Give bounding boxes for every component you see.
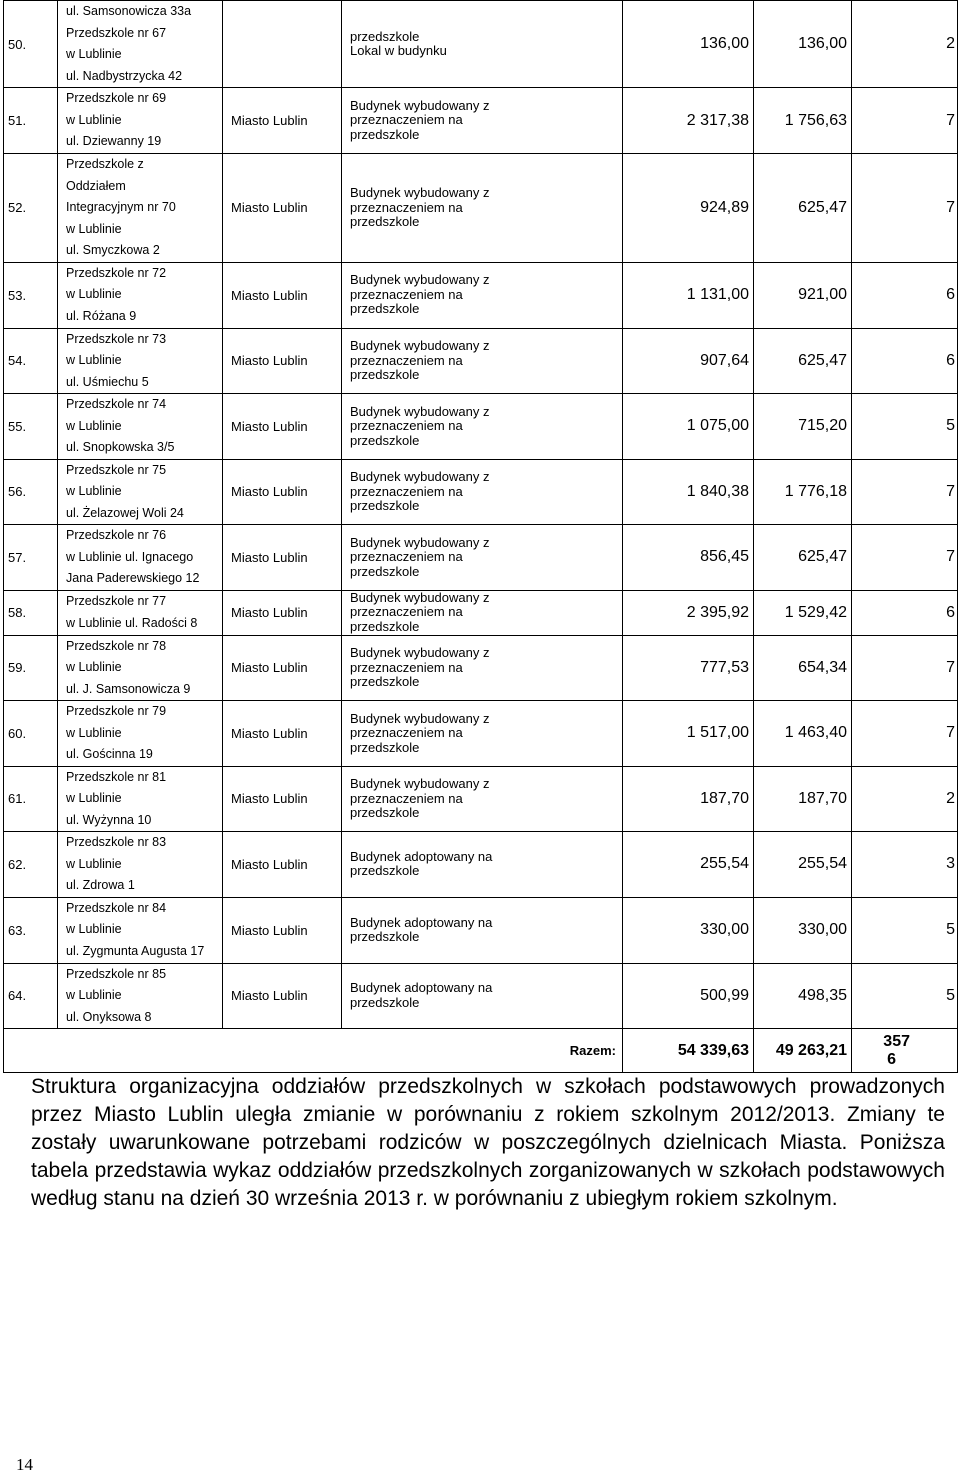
building-type xyxy=(342,766,623,832)
building-type-line: przedszkole xyxy=(350,498,420,513)
building-type-line: przedszkole xyxy=(350,739,420,755)
units-count: 7 xyxy=(852,459,958,525)
area-usable: 921,00 xyxy=(754,262,852,328)
building-type-line: przeznaczeniem na xyxy=(350,199,463,215)
units-count: 6 xyxy=(852,328,958,394)
building-type-line: przedszkole xyxy=(350,805,420,820)
institution-name-line: w Lublinie xyxy=(66,287,122,302)
building-type-line: przeznaczeniem na xyxy=(350,790,463,806)
building-type-line: przeznaczeniem na xyxy=(350,286,463,302)
institution-name-line: Przedszkole nr 78 xyxy=(66,638,167,653)
institution-name-line: w Lublinie xyxy=(66,791,122,805)
table-row xyxy=(4,328,958,394)
area-total: 1 517,00 xyxy=(623,701,754,767)
building-type-line: przedszkole xyxy=(350,126,420,142)
row-number: 63. xyxy=(4,897,58,963)
units-count: 7 xyxy=(852,635,958,701)
totals-label-value: Razem: xyxy=(569,1043,616,1058)
building-type xyxy=(342,262,623,328)
page-number: 14 xyxy=(16,1455,33,1474)
institution-name-line: ul. Samsonowicza 33a xyxy=(66,4,192,18)
totals-label xyxy=(4,1029,623,1073)
building-type-line: przedszkole xyxy=(350,929,420,944)
row-number: 56. xyxy=(4,459,58,525)
owner-cell: Miasto Lublin xyxy=(223,459,342,525)
area-usable: 136,00 xyxy=(754,1,852,88)
units-count: 5 xyxy=(852,897,958,963)
building-type-line: przeznaczeniem na xyxy=(350,418,463,433)
row-number: 50. xyxy=(4,1,58,88)
building-type-line: Budynek wybudowany z xyxy=(350,590,490,605)
institution-name-line: Przedszkole nr 79 xyxy=(66,704,167,718)
area-usable: 1 776,18 xyxy=(754,459,852,525)
institution-name-line: Przedszkole z xyxy=(66,157,144,171)
table-row xyxy=(4,525,958,591)
totals-units-value: 357 xyxy=(883,1032,910,1050)
row-number: 51. xyxy=(4,88,58,154)
row-number: 62. xyxy=(4,832,58,898)
totals-area-usable-value: 49 263,21 xyxy=(775,1041,847,1059)
institution-name xyxy=(58,963,223,1029)
table-row xyxy=(4,394,958,460)
institution-name-line: w Lublinie xyxy=(66,988,122,1002)
institution-name-line: ul. Smyczkowa 2 xyxy=(66,243,160,257)
institution-name-line: w Lublinie xyxy=(66,660,122,674)
institution-name xyxy=(58,1,223,88)
building-type-line: przedszkole xyxy=(350,214,420,229)
institution-name-line: w Lublinie xyxy=(66,725,122,740)
institution-name-line: w Lublinie ul. Ignacego xyxy=(66,549,194,564)
units-count: 7 xyxy=(852,525,958,591)
institution-name xyxy=(58,88,223,154)
building-type-line: przeznaczeniem na xyxy=(350,659,463,675)
units-count: 5 xyxy=(852,394,958,460)
institution-name-line: ul. Gościnna 19 xyxy=(66,747,153,761)
table-row xyxy=(4,590,958,635)
institution-name-line: ul. Uśmiechu 5 xyxy=(66,374,149,389)
building-type xyxy=(342,1,623,88)
institution-name-line: ul. Zygmunta Augusta 17 xyxy=(66,943,205,958)
building-type-line: Budynek wybudowany z xyxy=(350,710,490,726)
institution-name-line: Przedszkole nr 67 xyxy=(66,25,167,40)
building-type-line: przeznaczeniem na xyxy=(350,483,463,499)
area-total: 330,00 xyxy=(623,897,754,963)
building-type-line: Budynek wybudowany z xyxy=(350,272,490,288)
area-usable: 187,70 xyxy=(754,766,852,832)
institution-name xyxy=(58,701,223,767)
units-count: 7 xyxy=(852,154,958,263)
table-row xyxy=(4,635,958,701)
building-type-line: Budynek wybudowany z xyxy=(350,645,490,660)
building-type-line: przeznaczeniem na xyxy=(350,112,463,128)
building-type-line: Budynek wybudowany z xyxy=(350,469,490,484)
row-number: 64. xyxy=(4,963,58,1029)
institution-name-line: Przedszkole nr 74 xyxy=(66,397,167,411)
totals-area-total-value: 54 339,63 xyxy=(677,1041,749,1059)
institution-name xyxy=(58,897,223,963)
area-total: 136,00 xyxy=(623,1,754,88)
area-usable: 625,47 xyxy=(754,154,852,263)
area-total: 2 317,38 xyxy=(623,88,754,154)
units-count: 7 xyxy=(852,88,958,154)
table-row xyxy=(4,766,958,832)
institution-name xyxy=(58,832,223,898)
institution-name-line: Integracyjnym nr 70 xyxy=(66,200,176,214)
row-number: 55. xyxy=(4,394,58,460)
institution-name-line: ul. Różana 9 xyxy=(66,308,137,323)
kindergartens-table xyxy=(3,0,958,1073)
building-type xyxy=(342,897,623,963)
building-type-line: przedszkole xyxy=(350,863,420,879)
building-type-line: przedszkole xyxy=(350,301,420,317)
owner-cell: Miasto Lublin xyxy=(223,394,342,460)
institution-name-line: w Lublinie xyxy=(66,221,122,236)
institution-name xyxy=(58,590,223,635)
table-row xyxy=(4,88,958,154)
building-type xyxy=(342,635,623,701)
institution-name-line: ul. Wyżynna 10 xyxy=(66,812,152,827)
table-row xyxy=(4,154,958,263)
building-type-line: przedszkole xyxy=(350,367,420,382)
units-count: 6 xyxy=(852,590,958,635)
row-number: 53. xyxy=(4,262,58,328)
building-type-line: przedszkole xyxy=(350,618,420,634)
building-type-line: Budynek wybudowany z xyxy=(350,185,490,200)
area-total: 1 131,00 xyxy=(623,262,754,328)
row-number: 59. xyxy=(4,635,58,701)
owner-cell: Miasto Lublin xyxy=(223,590,342,635)
building-type-line: przeznaczeniem na xyxy=(350,604,463,620)
owner-cell xyxy=(223,1,342,88)
building-type xyxy=(342,832,623,898)
building-type xyxy=(342,590,623,635)
area-usable: 1 463,40 xyxy=(754,701,852,767)
totals-units xyxy=(852,1029,958,1073)
institution-name xyxy=(58,525,223,591)
owner-cell: Miasto Lublin xyxy=(223,635,342,701)
building-type-line: Budynek wybudowany z xyxy=(350,403,490,419)
units-count: 2 xyxy=(852,766,958,832)
table-row xyxy=(4,262,958,328)
totals-extra-value: 6 xyxy=(887,1050,896,1068)
building-type-line: przeznaczeniem na xyxy=(350,725,463,740)
units-count: 7 xyxy=(852,701,958,767)
building-type-line: przedszkole xyxy=(350,674,420,689)
totals-area-usable xyxy=(754,1029,852,1073)
owner-cell: Miasto Lublin xyxy=(223,154,342,263)
institution-name-line: ul. Onyksowa 8 xyxy=(66,1009,152,1024)
building-type xyxy=(342,154,623,263)
building-type-line: Budynek wybudowany z xyxy=(350,97,490,113)
totals-area-total xyxy=(623,1029,754,1073)
institution-name-line: w Lublinie xyxy=(66,112,122,127)
area-total: 856,45 xyxy=(623,525,754,591)
institution-name-line: Przedszkole nr 83 xyxy=(66,835,167,849)
institution-name-line: Przedszkole nr 77 xyxy=(66,594,167,608)
institution-name xyxy=(58,394,223,460)
institution-name-line: ul. Zdrowa 1 xyxy=(66,878,135,892)
owner-cell: Miasto Lublin xyxy=(223,963,342,1029)
row-number: 54. xyxy=(4,328,58,394)
institution-name xyxy=(58,766,223,832)
institution-name-line: ul. J. Samsonowicza 9 xyxy=(66,681,191,696)
institution-name-line: ul. Dziewanny 19 xyxy=(66,134,162,149)
building-type-line: Budynek adoptowany na xyxy=(350,914,493,930)
building-type-line: Budynek wybudowany z xyxy=(350,534,490,550)
institution-name-line: w Lublinie xyxy=(66,418,122,433)
area-total: 777,53 xyxy=(623,635,754,701)
table-body xyxy=(4,1,958,1073)
building-type xyxy=(342,394,623,460)
institution-name xyxy=(58,635,223,701)
building-type xyxy=(342,88,623,154)
area-usable: 654,34 xyxy=(754,635,852,701)
area-usable: 625,47 xyxy=(754,525,852,591)
institution-name xyxy=(58,262,223,328)
area-total: 2 395,92 xyxy=(623,590,754,635)
owner-cell: Miasto Lublin xyxy=(223,262,342,328)
institution-name-line: w Lublinie ul. Radości 8 xyxy=(66,615,198,630)
owner-cell: Miasto Lublin xyxy=(223,328,342,394)
institution-name-line: Przedszkole nr 72 xyxy=(66,265,167,280)
table-row xyxy=(4,897,958,963)
building-type-line: przeznaczeniem na xyxy=(350,549,463,564)
owner-cell: Miasto Lublin xyxy=(223,525,342,591)
owner-cell: Miasto Lublin xyxy=(223,897,342,963)
row-number: 61. xyxy=(4,766,58,832)
building-type-line: przedszkole xyxy=(350,563,420,579)
table-row xyxy=(4,701,958,767)
institution-name-line: ul. Nadbystrzycka 42 xyxy=(66,68,183,83)
owner-cell: Miasto Lublin xyxy=(223,766,342,832)
owner-cell: Miasto Lublin xyxy=(223,88,342,154)
area-total: 255,54 xyxy=(623,832,754,898)
building-type-line: Budynek adoptowany na xyxy=(350,980,493,996)
area-total: 1 075,00 xyxy=(623,394,754,460)
building-type-line: przedszkole xyxy=(350,432,420,448)
building-type-line: przedszkole xyxy=(350,28,420,44)
institution-name-line: Przedszkole nr 76 xyxy=(66,528,167,542)
area-usable: 330,00 xyxy=(754,897,852,963)
institution-name-line: w Lublinie xyxy=(66,484,122,498)
institution-name-line: w Lublinie xyxy=(66,353,122,367)
building-type-line: Budynek adoptowany na xyxy=(350,848,493,864)
row-number: 60. xyxy=(4,701,58,767)
building-type xyxy=(342,328,623,394)
units-count: 3 xyxy=(852,832,958,898)
building-type-line: przeznaczeniem na xyxy=(350,352,463,368)
building-type xyxy=(342,963,623,1029)
row-number: 52. xyxy=(4,154,58,263)
building-type xyxy=(342,459,623,525)
area-usable: 1 529,42 xyxy=(754,590,852,635)
area-usable: 498,35 xyxy=(754,963,852,1029)
institution-name-line: w Lublinie xyxy=(66,856,122,871)
institution-name-line: Przedszkole nr 81 xyxy=(66,769,167,784)
table-row xyxy=(4,459,958,525)
institution-name-line: w Lublinie xyxy=(66,922,122,937)
building-type-line: przedszkole xyxy=(350,994,420,1010)
institution-name xyxy=(58,328,223,394)
institution-name xyxy=(58,459,223,525)
area-total: 907,64 xyxy=(623,328,754,394)
owner-cell: Miasto Lublin xyxy=(223,701,342,767)
totals-row xyxy=(4,1029,958,1073)
units-count: 2 xyxy=(852,1,958,88)
units-count: 5 xyxy=(852,963,958,1029)
institution-name-line: Przedszkole nr 85 xyxy=(66,966,167,981)
institution-name-line: ul. Snopkowska 3/5 xyxy=(66,440,175,454)
building-type xyxy=(342,701,623,767)
table-row xyxy=(4,963,958,1029)
row-number: 58. xyxy=(4,590,58,635)
building-type-line: Budynek wybudowany z xyxy=(350,338,490,353)
table-row xyxy=(4,1,958,88)
institution-name-line: Przedszkole nr 75 xyxy=(66,462,167,477)
institution-name xyxy=(58,154,223,263)
area-total: 500,99 xyxy=(623,963,754,1029)
institution-name-line: w Lublinie xyxy=(66,47,122,61)
row-number: 57. xyxy=(4,525,58,591)
area-total: 1 840,38 xyxy=(623,459,754,525)
institution-name-line: Przedszkole nr 73 xyxy=(66,331,167,346)
building-type-line: Budynek wybudowany z xyxy=(350,776,490,791)
institution-name-line: Przedszkole nr 69 xyxy=(66,91,167,106)
owner-cell: Miasto Lublin xyxy=(223,832,342,898)
area-usable: 1 756,63 xyxy=(754,88,852,154)
institution-name-line: Przedszkole nr 84 xyxy=(66,900,167,915)
area-usable: 255,54 xyxy=(754,832,852,898)
institution-name-line: ul. Żelazowej Woli 24 xyxy=(66,505,184,520)
area-total: 924,89 xyxy=(623,154,754,263)
table-row xyxy=(4,832,958,898)
units-count: 6 xyxy=(852,262,958,328)
area-usable: 625,47 xyxy=(754,328,852,394)
area-total: 187,70 xyxy=(623,766,754,832)
building-type xyxy=(342,525,623,591)
body-paragraph: Struktura organizacyjna oddziałów przedszkolnych w szkołach podstawowych prowadzonych przez Miasto Lublin uległa zmianie w porównaniu z rokiem szkolnym 2012/2013. Zmiany te zostały uwarunkowane potrzebami rodziców w poszczególnych dzielnicach Miasta. Poniższa tabela przedstawia wykaz oddziałów przedszkolnych zorganizowanych w szkołach podstawowych według stanu na dzień 30 września 2013 r. w porównaniu z ubiegłym rokiem szkolnym. xyxy=(31,1075,945,1210)
building-type-line: Lokal w budynku xyxy=(350,43,447,58)
area-usable: 715,20 xyxy=(754,394,852,460)
institution-name-line: Oddziałem xyxy=(66,178,126,193)
institution-name-line: Jana Paderewskiego 12 xyxy=(66,571,200,585)
